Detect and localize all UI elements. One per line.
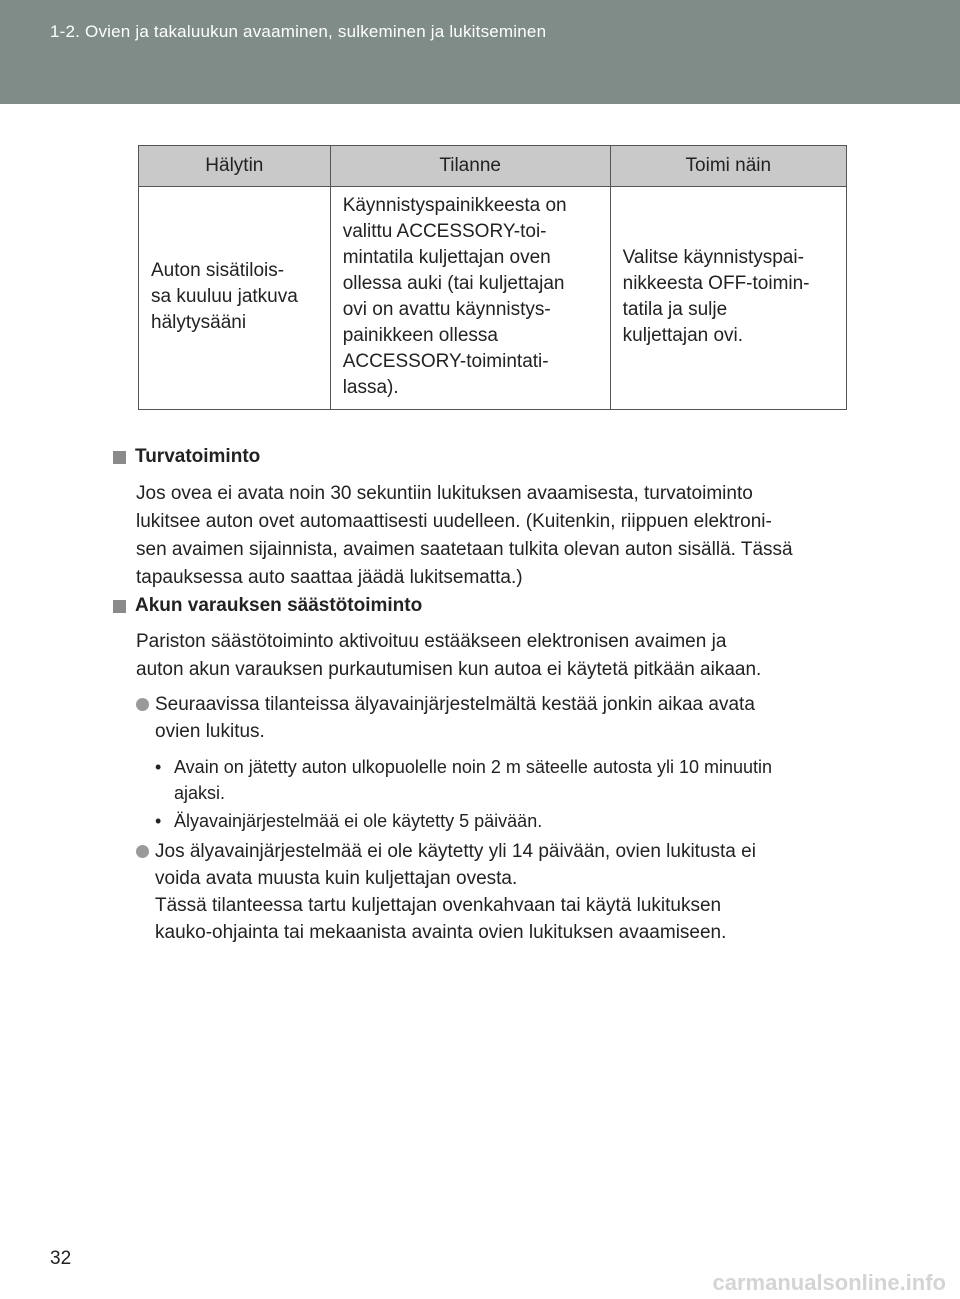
chapter-title: 1-2. Ovien ja takaluukun avaaminen, sulkeminen ja lukitseminen xyxy=(50,22,547,41)
square-bullet-icon xyxy=(113,600,126,613)
column-header-toimi: Toimi näin xyxy=(610,146,846,187)
dot-marker-icon: • xyxy=(155,811,162,831)
dot-marker-icon: • xyxy=(155,757,162,777)
sub-item-text: Avain on jätetty auton ulkopuolelle noin 2 m säteelle autosta yli 10 minuutin ajaksi. xyxy=(174,757,773,803)
list-item xyxy=(136,838,828,946)
sub-list-item xyxy=(155,808,830,834)
page-header xyxy=(0,0,960,104)
sub-list-item xyxy=(155,754,830,806)
circle-bullet-icon xyxy=(136,845,149,858)
circle-bullet-icon xyxy=(136,698,149,711)
cell-tilanne: Käynnistyspainikkeesta on valittu ACCESSORY-toi- mintatila kuljettajan oven ollessa auki (tai kuljettajan ovi on avattu käynnistys- painikkeen ollessa ACCESSORY-toimintati- lassa). xyxy=(330,187,610,410)
paragraph-akun-varaus: Pariston säästötoiminto aktivoituu estääkseen elektronisen avaimen ja auton akun varauksen purkautumisen kun autoa ei käytetä pitkään aikaan. xyxy=(136,631,762,680)
column-header-halytin: Hälytin xyxy=(139,146,331,187)
table-header-row xyxy=(139,146,847,187)
list-item xyxy=(136,691,828,745)
alarm-table xyxy=(138,145,847,410)
section-title: Akun varauksen säästötoiminto xyxy=(135,595,423,616)
table-row xyxy=(139,187,847,410)
watermark: carmanualsonline.info xyxy=(712,1270,946,1295)
bullet-text: Jos älyavainjärjestelmää ei ole käytetty yli 14 päivään, ovien lukitusta ei voida avata muusta kuin kuljettajan ovesta. Tässä tilanteessa tartu kuljettajan ovenkahvaan tai käytä lukituksen kauko-ohjainta tai mekaanista avainta ovien lukituksen avaamiseen. xyxy=(155,841,756,943)
sub-item-text: Älyavainjärjestelmää ei ole käytetty 5 päivään. xyxy=(174,811,543,831)
page-number: 32 xyxy=(50,1248,72,1269)
section-heading-akun-varaus xyxy=(113,595,422,617)
bullet-text: Seuraavissa tilanteissa älyavainjärjestelmältä kestää jonkin aikaa avata ovien lukitus. xyxy=(155,694,755,742)
section-heading-turvatoiminto xyxy=(113,446,260,468)
column-header-tilanne: Tilanne xyxy=(330,146,610,187)
cell-toimi: Valitse käynnistyspai- nikkeesta OFF-toimin- tatila ja sulje kuljettajan ovi. xyxy=(610,187,846,410)
square-bullet-icon xyxy=(113,451,126,464)
cell-halytin: Auton sisätilois- sa kuuluu jatkuva hälytysääni xyxy=(139,187,331,410)
paragraph-turvatoiminto: Jos ovea ei avata noin 30 sekuntiin lukituksen avaamisesta, turvatoiminto lukitsee auton ovet automaattisesti uudelleen. (Kuitenkin, riippuen elektroni- sen avaimen sijainnista, avaimen saatetaan tulkita olevan auton sisällä. Tässä tapauksessa auto saattaa jäädä lukitsematta.) xyxy=(136,483,793,588)
section-title: Turvatoiminto xyxy=(135,446,261,467)
